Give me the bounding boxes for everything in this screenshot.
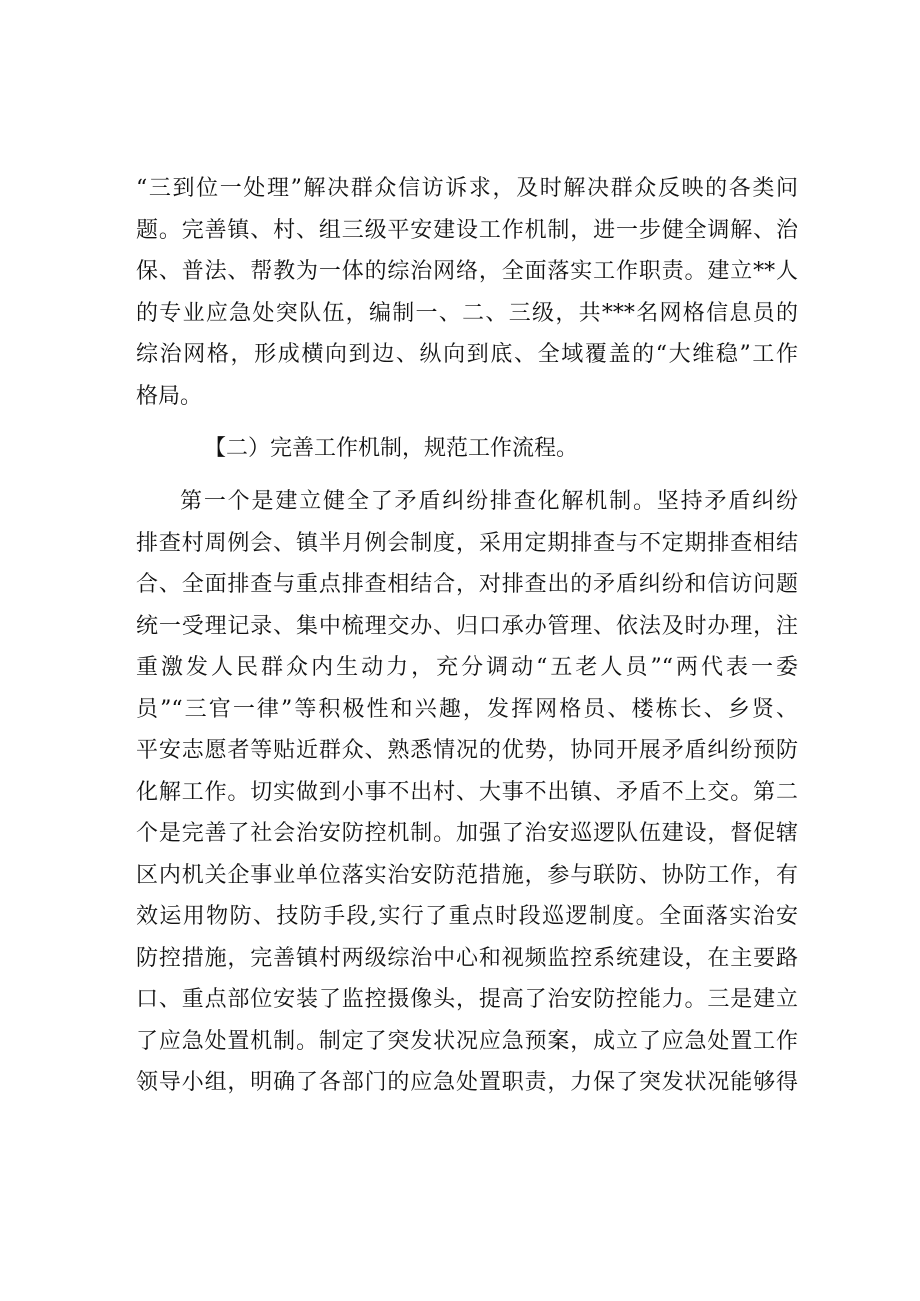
paragraph-2-line: 统一受理记录、集中梳理交办、归口承办管理、依法及时办理，注: [136, 613, 798, 639]
paragraph-1: [136, 168, 798, 417]
paragraph-2-line: 平安志愿者等贴近群众、熟悉情况的优势，协同开展矛盾纠纷预防: [136, 738, 798, 763]
paragraph-2-line: 效运用物防、技防手段,实行了重点时段巡逻制度。全面落实治安: [136, 904, 798, 929]
paragraph-2-line: 领导小组，明确了各部门的应急处置职责，力保了突发状况能够得: [136, 1070, 798, 1095]
paragraph-2-line: 防控措施，完善镇村两级综治中心和视频监控系统建设，在主要路: [136, 945, 798, 971]
section-heading: 【二）完善工作机制，规范工作流程。: [204, 436, 579, 461]
paragraph-2-line: 员”“三官一律”等积极性和兴趣，发挥网格员、楼栋长、乡贤、: [136, 696, 798, 722]
paragraph-2-line: 合、全面排查与重点排查相结合，对排查出的矛盾纠纷和信访问题: [136, 572, 798, 597]
paragraph-2-line: 重激发人民群众内生动力，充分调动“五老人员”“两代表一委: [136, 655, 798, 680]
paragraph-2-line: 排查村周例会、镇半月例会制度，采用定期排查与不定期排查相结: [136, 530, 798, 556]
paragraph-2-line: 化解工作。切实做到小事不出村、大事不出镇、矛盾不上交。第二: [136, 779, 798, 805]
paragraph-2-line: 第一个是建立健全了矛盾纠纷排查化解机制。坚持矛盾纠纷: [180, 489, 798, 514]
paragraph-1-line: 格局。: [136, 383, 203, 409]
paragraph-2-line: 个是完善了社会治安防控机制。加强了治安巡逻队伍建设，督促辖: [136, 821, 798, 846]
paragraph-1-line: 题。完善镇、村、组三级平安建设工作机制，进一步健全调解、治: [136, 217, 798, 243]
paragraph-2-line: 了应急处置机制。制定了突发状况应急预案，成立了应急处置工作: [136, 1028, 798, 1054]
paragraph-1-line: 的专业应急处突队伍，编制一、二、三级，共***名网格信息员的: [136, 300, 798, 326]
paragraph-1-line: 综治网格，形成横向到边、纵向到底、全域覆盖的“大维稳”工作: [136, 342, 798, 367]
paragraph-1-line: 保、普法、帮教为一体的综治网络，全面落实工作职责。建立**人: [136, 259, 798, 284]
paragraph-2-line: 口、重点部位安装了监控摄像头，提高了治安防控能力。三是建立: [136, 987, 798, 1012]
paragraph-2: [136, 481, 798, 1104]
paragraph-1-line: “三到位一处理”解决群众信访诉求，及时解决群众反映的各类问: [136, 176, 798, 201]
paragraph-2-line: 区内机关企事业单位落实治安防范措施，参与联防、协防工作，有: [136, 862, 798, 888]
